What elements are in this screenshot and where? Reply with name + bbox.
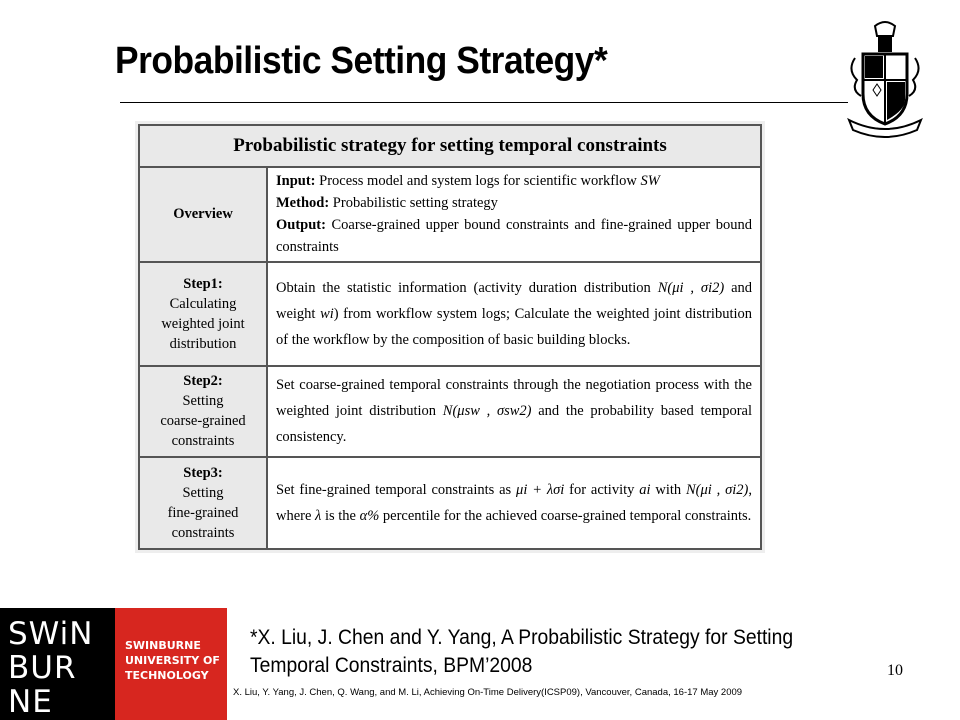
- step1-math-distribution: N(μi , σi2): [657, 279, 725, 296]
- row-label-title: Step2:: [183, 373, 223, 390]
- university-crest-icon: [845, 20, 925, 138]
- step1-text-b: and weight: [276, 279, 753, 322]
- row-label-line: fine-grained: [167, 504, 239, 521]
- swinburne-logo-wordmark: [115, 608, 227, 720]
- table-header: Probabilistic strategy for setting temporal constraints: [139, 125, 761, 167]
- logo-line: UNIVERSITY OF: [125, 654, 220, 667]
- logo-word: BUR: [8, 650, 77, 686]
- row-content: [267, 366, 761, 456]
- row-label-line: constraints: [171, 433, 235, 450]
- table-row-step3: [139, 457, 761, 549]
- step1-text-c: ) from workflow system logs; Calculate the weighted joint distribution of the workflow by the composition of basic building blocks.: [276, 305, 753, 348]
- row-content: [267, 167, 761, 261]
- row-content: [267, 262, 761, 366]
- reference-note: *X. Liu, J. Chen and Y. Yang, A Probabilistic Strategy for Setting Temporal Constraints, BPM’2008: [250, 626, 794, 677]
- row-label-line: distribution: [169, 335, 237, 352]
- strategy-table-figure: [135, 121, 765, 553]
- input-text: Process model and system logs for scientific workflow: [319, 173, 637, 190]
- strategy-table: [138, 124, 762, 550]
- row-content: [267, 457, 761, 549]
- step3-math-constraint: μi + λσi: [516, 481, 565, 498]
- output-label: Output:: [276, 217, 326, 234]
- step1-math-weight: wi: [320, 305, 334, 322]
- row-label-line: Setting: [182, 484, 224, 501]
- logo-line: TECHNOLOGY: [125, 669, 209, 682]
- row-label: [139, 457, 267, 549]
- step3-text-c: with: [655, 481, 682, 498]
- title-divider: [120, 102, 848, 103]
- step1-text-a: Obtain the statistic information (activity duration distribution: [276, 279, 651, 296]
- swinburne-logo-mark: [0, 608, 115, 720]
- input-var: SW: [640, 173, 660, 190]
- output-text: Coarse-grained upper bound constraints and fine-grained upper bound constraints: [276, 217, 752, 256]
- step3-math-distribution: N(μi , σi2): [685, 481, 749, 498]
- row-label-line: constraints: [171, 524, 235, 541]
- page-number: 10: [887, 662, 903, 679]
- logo-line: SWINBURNE: [125, 639, 201, 652]
- step2-math-distribution: N(μsw , σsw2): [442, 403, 532, 420]
- step3-text-e: is the: [324, 507, 356, 524]
- step3-text-b: for activity: [569, 481, 635, 498]
- row-label-title: Step1:: [183, 275, 223, 292]
- step2-text-a: Set coarse-grained temporal constraints through the negotiation process with the weighted joint distribution: [276, 377, 752, 420]
- row-label: [139, 262, 267, 366]
- logo-word: NE: [8, 684, 53, 720]
- table-row-overview: [139, 167, 761, 261]
- row-label-title: Step3:: [183, 464, 223, 481]
- table-row-step1: [139, 262, 761, 366]
- row-label-line: Setting: [182, 393, 224, 410]
- footer-citation: X. Liu, Y. Yang, J. Chen, Q. Wang, and M. Li, Achieving On-Time Delivery(ICSP09), Vancouver, Canada, 16-17 May 2009: [233, 687, 743, 698]
- logo-word: SWiN: [8, 616, 94, 652]
- row-label-line: Calculating: [169, 295, 237, 312]
- table-row-step2: [139, 366, 761, 456]
- slide-title: Probabilistic Setting Strategy*: [115, 40, 608, 82]
- step2-text-b: and the probability based temporal consistency.: [276, 403, 752, 446]
- row-label: [139, 167, 267, 261]
- method-label: Method:: [276, 195, 330, 212]
- step3-math-alpha: α%: [359, 507, 380, 524]
- step3-text-d: , where: [276, 481, 752, 524]
- method-text: Probabilistic setting strategy: [332, 195, 498, 212]
- step3-text-f: percentile for the achieved coarse-grained temporal constraints.: [382, 507, 752, 524]
- step3-text-a: Set fine-grained temporal constraints as: [276, 481, 512, 498]
- row-label-title: Overview: [173, 206, 233, 223]
- step3-math-activity: ai: [639, 481, 651, 498]
- row-label: [139, 366, 267, 456]
- row-label-line: weighted joint: [161, 315, 245, 332]
- row-label-line: coarse-grained: [160, 413, 246, 430]
- input-label: Input:: [276, 173, 316, 190]
- step3-math-lambda: λ: [315, 507, 322, 524]
